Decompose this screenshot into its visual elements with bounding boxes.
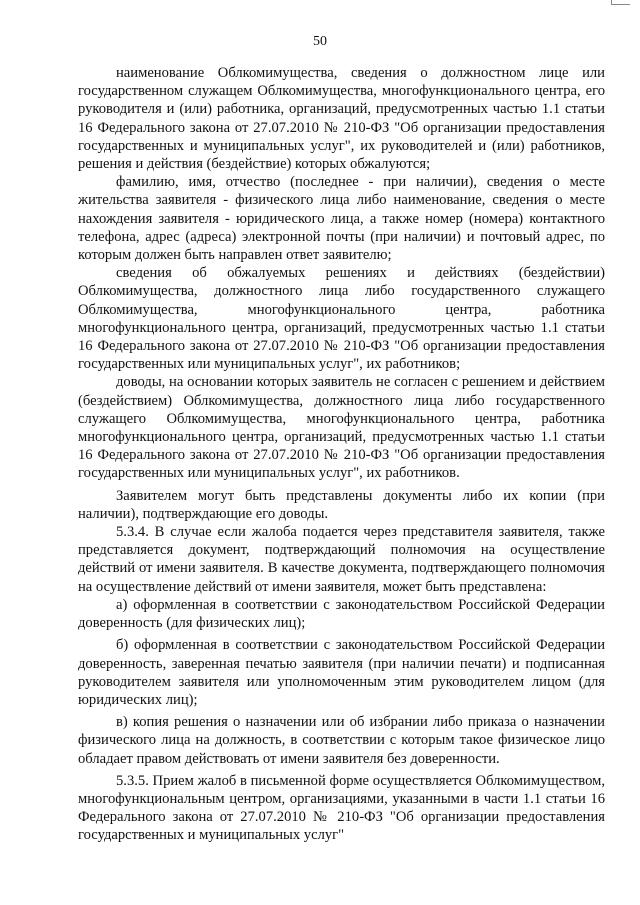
paragraph-section-5-3-4: 5.3.4. В случае если жалоба подается через представителя заявителя, также представляется документ, подтверждающий полномочия на осуществление действий от имени заявителя. В качестве документа, подтверждающего полномочия на осуществление действий от имени заявителя, может быть представлена:: [78, 524, 605, 595]
paragraph-appealed-decisions: сведения об обжалуемых решениях и действиях (бездействии) Облкомимущества, должностного лица либо государственного служащего Облкомимущества, многофункционального центра, работника многофункционального центра, организаций, предусмотренных частью 1.1 статьи 16 Федерального закона от 27.07.2010 № 210-ФЗ "Об организации предоставления государственных или муниципальных услуг", их работников;: [78, 265, 605, 373]
paragraph-item-b: б) оформленная в соответствии с законодательством Российской Федерации доверенность, заверенная печатью заявителя (при наличии печати) и подписанная руководителем заявителя или уполномоченным этим руководителем лицом (для юридических лиц);: [78, 637, 605, 708]
paragraph-item-v: в) копия решения о назначении или об избрании либо приказа о назначении физического лица на должность, в соответствии с которым такое физическое лицо обладает правом действовать от имени заявителя без доверенности.: [78, 714, 605, 767]
paragraph-applicant-details: фамилию, имя, отчество (последнее - при наличии), сведения о месте жительства заявителя - физического лица либо наименование, сведения о месте нахождения заявителя - юридического лица, а также номер (номера) контактного телефона, адрес (адреса) электронной почты (при наличии) и почтовый адрес, по которым должен быть направлен ответ заявителю;: [78, 174, 605, 264]
paragraph-supporting-documents: Заявителем могут быть представлены документы либо их копии (при наличии), подтверждающие его доводы.: [78, 487, 605, 522]
scan-corner-mark: [611, 0, 630, 5]
paragraph-item-a: а) оформленная в соответствии с законодательством Российской Федерации доверенность (для физических лиц);: [78, 596, 605, 632]
document-body: [78, 64, 605, 845]
page-number: 50: [313, 34, 327, 49]
paragraph-arguments: доводы, на основании которых заявитель не согласен с решением и действием (бездействием) Облкомимущества, должностного лица либо государственного служащего Облкомимущества, многофункционального центра, работника многофункционального центра, организаций, предусмотренных частью 1.1 статьи 16 Федерального закона от 27.07.2010 № 210-ФЗ "Об организации предоставления государственных или муниципальных услуг", их работников.: [78, 374, 605, 482]
paragraph-appeal-subject: наименование Облкомимущества, сведения о должностном лице или государственном служащем Облкомимущества, многофункционального центра, его руководителя и (или) работника, организаций, предусмотренных частью 1.1 статьи 16 Федерального закона от 27.07.2010 № 210-ФЗ "Об организации предоставления государственных и муниципальных услуг", их руководителей и (или) работников, решения и действия (бездействие) которых обжалуются;: [78, 65, 605, 173]
paragraph-section-5-3-5: 5.3.5. Прием жалоб в письменной форме осуществляется Облкомимуществом, многофункциональным центром, организациями, указанными в части 1.1 статьи 16 Федерального закона от 27.07.2010 № 210-ФЗ "Об организации предоставления государственных и муниципальных услуг": [78, 772, 605, 844]
